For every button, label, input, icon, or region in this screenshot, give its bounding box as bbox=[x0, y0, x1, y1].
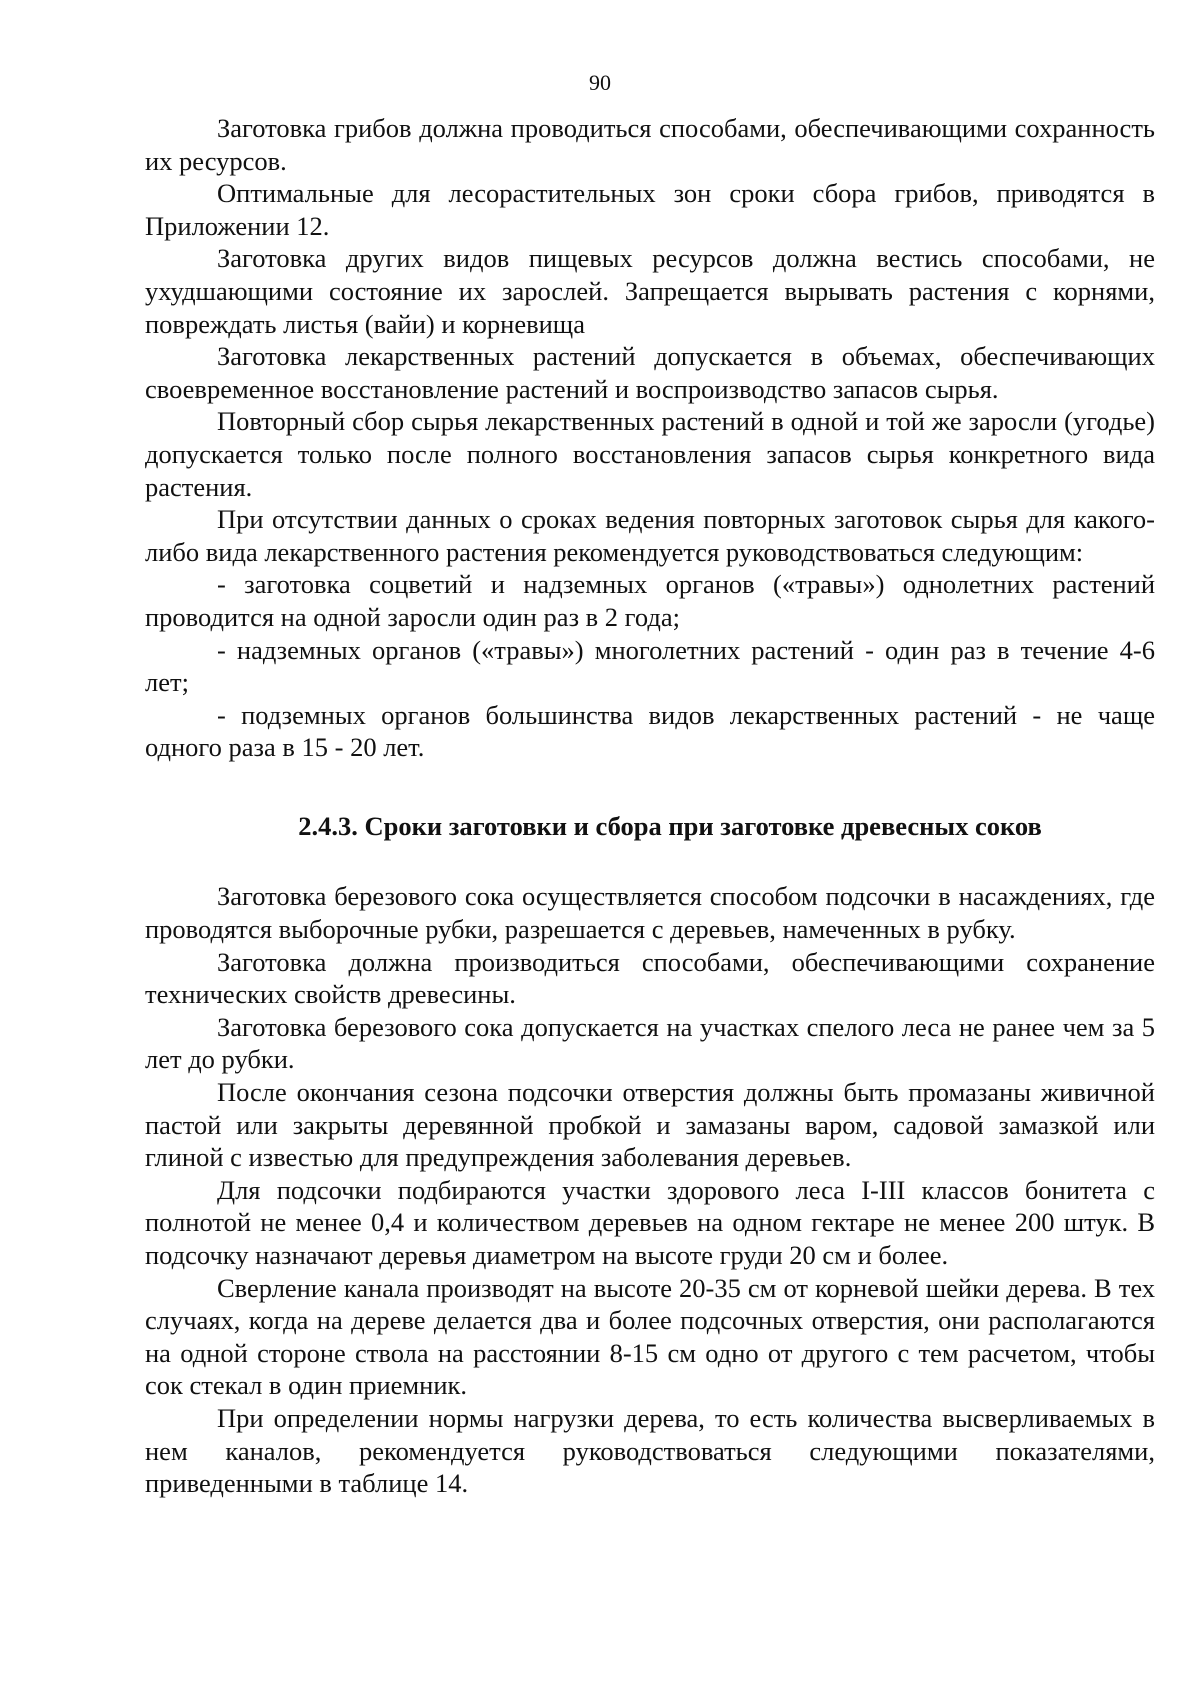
paragraph: Оптимальные для лесорастительных зон сроки сбора грибов, приводятся в Приложении 12. bbox=[145, 178, 1155, 241]
paragraph: Сверление канала производят на высоте 20-35 см от корневой шейки дерева. В тех случаях, когда на дереве делается два и более подсочных отверстия, они располагаются на одной стороне ствола на расстоянии 8-15 см одно от другого с тем расчетом, чтобы сок стекал в один приемник. bbox=[145, 1272, 1155, 1401]
paragraph: Заготовка березового сока осуществляется способом подсочки в насаждениях, где проводятся выборочные рубки, разрешается с деревьев, намеченных в рубку. bbox=[145, 881, 1155, 945]
paragraph: Заготовка лекарственных растений допускается в объемах, обеспечивающих своевременное восстановление растений и воспроизводство запасов сырья. bbox=[145, 341, 1155, 404]
paragraph: Для подсочки подбираются участки здорового леса I-III классов бонитета с полнотой не менее 0,4 и количеством деревьев на одном гектаре не менее 200 штук. В подсочку назначают деревья диаметром на высоте груди 20 см и более. bbox=[145, 1174, 1155, 1270]
paragraph: При определении нормы нагрузки дерева, то есть количества высверливаемых в нем каналов, рекомендуется руководствоваться следующими показателями, приведенными в таблице 14. bbox=[145, 1402, 1155, 1499]
spacer bbox=[145, 842, 1155, 880]
spacer bbox=[145, 764, 1155, 810]
page-number: 90 bbox=[589, 70, 611, 95]
paragraph: После окончания сезона подсочки отверстия должны быть промазаны живичной пастой или закрыты деревянной пробкой и замазаны варом, садовой замазкой или глиной с известью для предупреждения заболевания деревьев. bbox=[145, 1077, 1155, 1173]
list-item: - заготовка соцветий и надземных органов («травы») однолетних растений проводится на одной заросли один раз в 2 года; bbox=[145, 569, 1155, 632]
section-heading: 2.4.3. Сроки заготовки и сбора при заготовке древесных соков bbox=[298, 810, 1042, 841]
paragraph: Заготовка должна производиться способами, обеспечивающими сохранение технических свойств древесины. bbox=[145, 946, 1155, 1010]
paragraph: Заготовка других видов пищевых ресурсов должна вестись способами, не ухудшающими состояние их зарослей. Запрещается вырывать растения с корнями, повреждать листья (вайи) и корневища bbox=[145, 243, 1155, 339]
paragraph: Повторный сбор сырья лекарственных растений в одной и той же заросли (угодье) допускается только после полного восстановления запасов сырья конкретного вида растения. bbox=[145, 406, 1155, 502]
paragraph: Заготовка грибов должна проводиться способами, обеспечивающими сохранность их ресурсов. bbox=[145, 113, 1155, 176]
list-item: - подземных органов большинства видов лекарственных растений - не чаще одного раза в 15 - 20 лет. bbox=[145, 699, 1155, 763]
paragraph: При отсутствии данных о сроках ведения повторных заготовок сырья для какого-либо вида лекарственного растения рекомендуется руководствоваться следующим: bbox=[145, 504, 1155, 567]
list-item: - надземных органов («травы») многолетних растений - один раз в течение 4-6 лет; bbox=[145, 634, 1155, 698]
page-content bbox=[145, 112, 1155, 1500]
paragraph: Заготовка березового сока допускается на участках спелого леса не ранее чем за 5 лет до рубки. bbox=[145, 1011, 1155, 1075]
